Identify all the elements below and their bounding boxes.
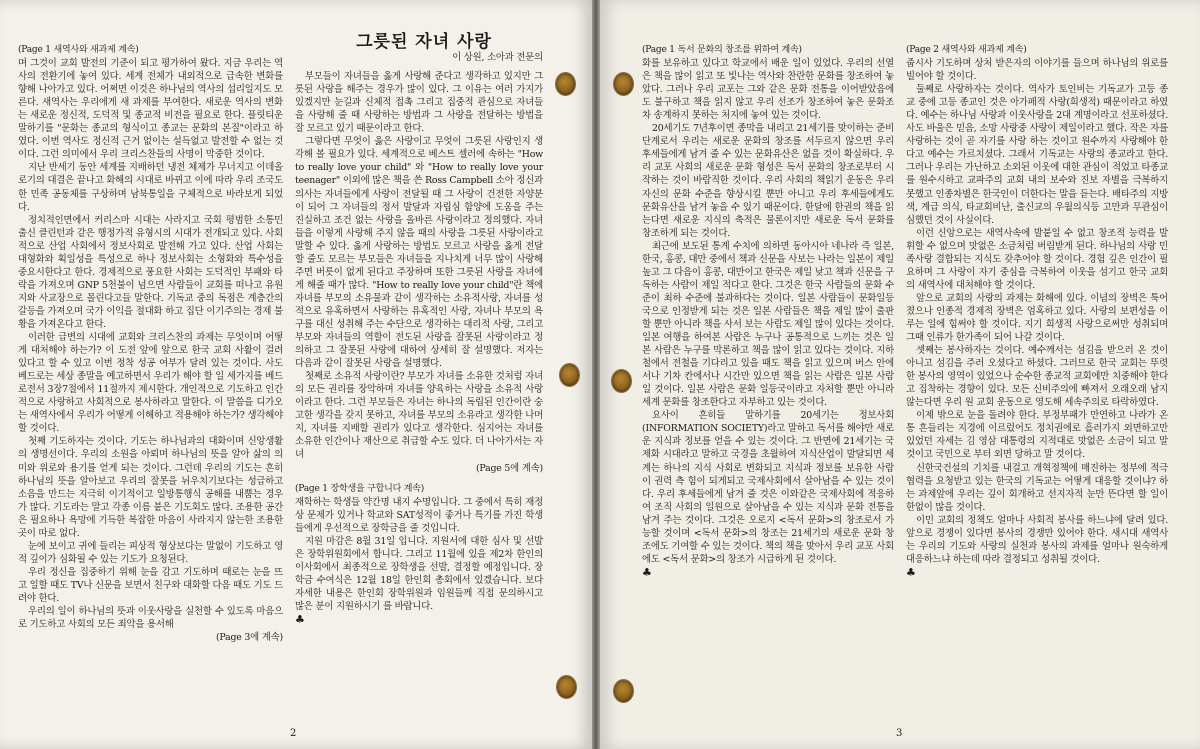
end-mark-icon: ♣ [642, 565, 652, 579]
left-page [0, 0, 592, 749]
paragraph: 최근에 보도된 통계 수치에 의하면 동아시아 네나라 즉 일본, 한국, 홍콩, 대만 중에서 책과 신문을 사보는 나라는 일본이 제일 높고 그 다음이 홍콩, 대만이고 한국은 제일 낮고 책과 신문을 구독하는 사람이 제일 적다고 한다. 그것은 한국 사람들의 문화 수준이 최하 수준에 불과하다는 것이다. 일본 사람들이 문화일등국으로 인정받게 되는 것은 일본 사람들은 책을 제일 많이 출판할 뿐만 아니라 책을 사서 보는 사람도 제일 많이 있다는 것이다. 일본 여행을 하여본 사람은 누구나 공통적으로 느끼는 것은 일본 사람은 누구를 막론하고 책을 많이 읽고 있다는 것이다. 지하철에서 전철을 기다리고 있을 때도 책을 읽고 있으며 버스 안에서나 기차 칸에서나 시간만 있으면 책을 읽는 사람은 일본 사람일 것이다. 일본 사람은 문화 일등국이라고 자처할 뿐만 아니라 세계 문화를 창조한다고 자부하고 있는 것이다. [642, 240, 894, 409]
paragraph: 재학하는 학생들 약간명 내지 수명입니다. 그 중에서 특히 재정상 문제가 있거나 학교와 SAT성적이 좋거나 특기를 가진 학생들에게 우선적으로 장학금을 줄 것입니다. [295, 496, 543, 534]
paragraph: 우리의 일이 하나님의 뜻과 이웃사랑을 실천할 수 있도록 마음으로 기도하고 사회의 모든 죄악을 용서해 [18, 606, 283, 631]
paragraph: 둘째로 사랑하자는 것이다. 역사가 토인비는 기독교가 고등 종교 중에 고등 종교인 것은 아가페적 사랑(희생적) 때문이라고 하였다. 예수는 하나님 사랑과 이웃사랑을 2대 계명이라고 선포하셨다. 사도 바울은 믿음, 소망 사랑중 사랑이 제일이라고 했다. 작은 자를 사랑하는 것이 곧 자기를 사랑 하는 것이고 원수까지 사랑해야 한다고 예수는 가르치셨다. 그래서 기독교는 사랑의 종교라고 한다. 그러나 우리는 가난하고 소외된 이웃에 대한 관심이 적었고 타종교를 원수시하고 교파주의 교회 내의 보수와 진보 자별을 극복하지 못했고 인종차별은 한국인이 더한다는 말을 듣는다. 배타주의 지방색, 계급 의식, 타교회비난, 출신교의 우월의식등 고만과 무관심이 심했던 것이 사실이다. [906, 84, 1168, 226]
article-author: 이 상원, 소아과 전문의 [452, 52, 543, 64]
right-page [600, 0, 1200, 749]
page-number: 3 [896, 728, 903, 739]
article-wrong-love-column [295, 32, 543, 627]
paragraph: 이러한 급변의 시대에 교회와 크리스찬의 과제는 무엇이며 어떻게 대처해야 하는가? 이 도전 앞에 앞으로 한국 교회 사활이 걸려 있다고 할 수 있고 이번 정착 성공 여부가 달려 있는 것이다. 사도 베드로는 세상 종말을 예고하면서 우리가 해야 할 일 세가지를 베드로전서 3장7절에서 11절까지 제시한다. 개인적으로 기도하고 인간적으로 사랑하고 사회적으로 봉사하라고 말한다. 이 말씀을 디가오는 새역사에서 우리가 어떻게 이해하고 적용해야 하는가? 생각해야 할 것이다. [18, 332, 283, 435]
paragraph: 부모들이 자녀들을 옳게 사랑해 준다고 생각하고 있지만 그릇된 사랑을 해주는 경우가 많이 있다. 그 이유는 여러 가지가 있겠지만 눈길과 신체적 접촉 그리고 집중적 관심으로 자녀들을 사랑해 줄 때 사랑하는 방법과 그 사랑을 전달하는 방법을 잘 모르고 있기 때문이라고 한다. [295, 71, 543, 135]
paragraph: 그렇다면 무엇이 옳은 사랑이고 무엇이 그릇된 사랑인지 생각해 볼 필요가 있다. 세계적으로 베스트 셀러에 속하는 "How to really love your child" 와 "How to really love your teenager" 이외에 많은 책을 쓴 Ross Campbell 소아 정신과 의사는 자녀들에게 사랑이 전달될 때 그 사랑이 건전한 자양분이 되어 그 자녀들의 정서 발달과 자립심 함양에 도움을 주는 진실하고 조건 없는 사랑을 올바른 사랑이라고 정의했다. 자녀들을 이렇게 사랑해 주지 않을 때의 사랑을 그릇된 사랑이라고 말할 수 있다. 옳게 사랑하는 방법도 모르고 사랑을 옳게 전달할 줄도 모르는 부모들은 자녀들을 지나치게 너무 많이 사랑해 주면 버릇이 없게 된다고 주장하며 또한 그릇된 사랑을 자녀에게 해줄 때가 많다. "How to really love your child"란 책에 자녀를 부모의 소유물과 같이 생각하는 소유적사랑, 자녀를 성적으로 유혹하면서 사랑하는 유혹적인 사랑, 자녀나 부모의 욕구를 대신 성취해 주는 수단으로 생각하는 대리적 사랑, 그리고 부모와 자녀들의 역할이 전도된 사랑을 잘못된 사랑이라고 정의하고 그 잘못된 사랑에 대하여 상세히 잘 설명했다. 저자는 다음과 같이 잘못된 사랑을 설명했다. [295, 136, 543, 370]
punch-hole [560, 364, 579, 386]
paragraph: 지원 마감은 8월 31일 입니다. 지원서에 대한 심사 및 선발은 장학위원회에서 합니다. 그리고 11월에 있을 제2차 한인의 이사회에서 최종적으로 장학생을 선발, 결정할 예정입니다. 장학금 수여식은 12월 18일 한인회 총회에서 있겠습니다. 보다 자세한 내용은 한인회 장학위원과 임원들께 직접 문의하시고 많은 분이 지원하시기 를 바랍니다. [295, 535, 543, 612]
continuation-tag: (Page 1 새역사와 새과제 계속) [18, 45, 139, 55]
article-title: 그릇된 자녀 사랑 [356, 32, 492, 52]
article-new-history-column [18, 44, 283, 644]
paragraph: 요사이 흔히들 말하기를 20세기는 정보사회(INFORMATION SOCIETY)라고 말하고 독서를 해야만 새로운 지식과 정보를 얻을 수 있는 것이다. 그 반면에 21세기는 국제화 시대라고 말하고 국경을 초월하여 지식산업이 발달되면 세계는 하나의 지식 사회로 변화되고 지식과 정보를 보유한 사람이 권력 측 힘이 되게되고 국제사회에서 살아남을 수 있는 것이다. 우리 후세들에게 남겨 줄 것은 이와같은 국제사회에 적응하여 조직 사회의 일원으로 살아남을 수 있는 지식과 문화 전통을 남겨 주는 것이다. 그것은 오로지 <독서 문화>의 창조로서 가능할 것이며 <독서 문화>의 창조는 21세기의 새로운 문화 창조에도 기여할 수 있는 것이다. 책의 책을 맞아서 우리 교포 사회에도 <독서 문화>의 창조가 시급하게 된 것이다. [642, 410, 894, 565]
paragraph: 셋째는 봉사하자는 것이다. 예수께서는 섬김을 받으러 온 것이 아니고 섬김을 주러 오셨다고 하셨다. 그러므로 한국 교회는 뚜렷한 봉사의 영역이 있었으나 순수한 종교적 교회에만 치중해야 한다고 집착하는 경향이 있다. 모든 신비주의에 빠져서 오래오래 남지 않는다면 우리 원 교회 운동으로 영도해 세속주의로 타락하였다. [906, 345, 1168, 409]
scholarship-tag: (Page 1 장학생을 구합니다 계속) [295, 483, 425, 494]
paragraph: 우리 정신을 집중하기 위해 눈을 감고 기도하며 때로는 눈을 뜨고 일할 때도 TV나 신문을 보면서 친구와 대화할 다음 때도 기도 드려야 한다. [18, 566, 283, 604]
paragraph: 눈에 보이고 귀에 들리는 피상적 형상보다는 말없이 기도하고 영적 깊이가 심화될 수 있는 기도가 요청된다. [18, 540, 283, 565]
punch-hole [614, 73, 633, 95]
article-reading-culture-column [642, 44, 894, 580]
paragraph: 줍시사 기도하며 상처 받은자의 이야기를 들으며 하나님의 위로를 빌어야 할 것이다. [906, 58, 1168, 83]
paragraph: 이제 밖으로 눈을 돌려야 한다. 부정부패가 만연하고 나라가 온통 흔들리는 지경에 이르렀어도 정치권에로 흘러가지 외면하고만 있었던 자세는 김 영삼 대통령의 지적대로 맛없은 소금이 되고 말 것이고 국민으로 부터 외면 당하고 말 것이다. [906, 410, 1168, 461]
paragraph: 첫째로 소유적 사랑이란? 부모가 자녀를 소유한 것처럼 자녀의 모든 권리를 장악하며 자녀를 양육하는 사랑을 소유적 사랑이라고 한다. 그런 부모들은 자녀는 하나의 독립된 인간이란 숭고한 생각을 갖지 못하고, 자녀를 부모의 소유라고 생각한 나머지, 자녀를 지배할 권리가 있다고 생각한다. 심지어는 자녀를 소유한 인간이나 재산으로 취급할 수도 있다. 더 나아가서는 자녀 [295, 371, 543, 461]
paragraph: 이런 신앙으로는 새역사속에 발붙일 수 없고 창조적 능력을 발휘할 수 없으며 맛없은 소금처럼 버림받게 된다. 하나님의 사랑 민족사랑 결합되는 지식도 갖추어야 할 것이다. 경험 깊은 인간이 필요하며 그 사랑이 자기 중심을 극복하여 이웃을 섬기고 한국 교회의 새역사에 대처해야 할 것이다. [906, 227, 1168, 291]
punch-hole [612, 370, 631, 392]
paragraph: 이민 교회의 정책도 얼마나 사회적 봉사를 하느냐에 달려 있다. 앞으로 경쟁이 있다면 봉사의 경쟁만 있어야 한다. 새시대 새역사는 우리의 기도와 사랑의 실천과 봉사의 과제를 얼마나 원숙하게 대응하느냐 하는데 따라 결정되고 성취될 것이다. [906, 514, 1168, 565]
paragraph: 앞으로 교회의 사랑의 과제는 화해에 있다. 이념의 장벽은 툭어졌으나 인종적 경제적 장벽은 엄혹하고 있다. 사랑의 보편성을 이루는 일에 힘써야 할 것이다. 지기 희생적 사랑으로써만 성취되며 그때 인류가 한가족이 되어 나갈 것이다. [906, 292, 1168, 344]
punch-hole [556, 73, 575, 95]
paragraph: 20세기도 7년후이면 종막을 내리고 21세기를 맞이하는 준비 단계로서 우리는 새로운 문화의 창조를 서두르지 않으면 우리 후세들에게 남겨 줄 수 있는 문화유산은 없을 것이 확실하다. 우리 교포 사회의 새로운 문화 형성은 독서 문화의 창조로부터 시작하는 것이 바람직한 것이다. 우리 사회의 책읽기 운동은 우리 자신의 문화 수준을 향상시킬 뿐만 아니고 우리 후세들에게도 문화유산을 남겨 놓을 수 있기 때문이다. 한달에 한권의 책을 읽는다면 새로운 지식의 축적은 물론이지만 새로운 독서 문화를 창조하게 되는 것이다. [642, 123, 894, 239]
continuation-tag: (Page 2 새역사와 새과제 계속) [906, 45, 1027, 55]
binding-gutter [592, 0, 600, 749]
paragraph: 화를 보유하고 있다고 학교에서 배운 일이 있었다. 우리의 선열은 책을 많이 읽고 또 빛나는 역사와 찬란한 문화를 창조하여 놓았다. 그러나 우리 교포는 그와 같은 문화 전통을 이어받았음에도 불구하고 책을 읽지 않고 우리 선조가 창조하여 놓은 문화조차 송계하지 못하는 처지에 놓여 있는 것이다. [642, 58, 894, 122]
article-new-history-continued-column [906, 44, 1168, 580]
punch-hole [557, 676, 576, 698]
paragraph: 정치적인면에서 커리스마 시대는 사라지고 국회 평범한 소통민출신 클린턴과 같은 행정가적 유형시의 시대가 전개되고 있다. 사회적으로 산업 사회에서 정보사회로 발전해 가고 있다. 산업 사회는 대형화와 획일성을 특성으로 하나 정보사회는 소형화와 특수성을 중요시한다고 한다. 경제적으로 풍요한 사회는 도덕적인 부패와 타락을 가져오며 GNP 5천불이 넘으면 사람들이 교회를 떠나고 유원지와 사교장으로 몰린다고들 말한다. 기독교 중의 독점은 계층간의 갈등을 가져오며 국가 이익을 절대화 하고 집단 이기주의는 경제 불황을 가져온다고 한다. [18, 214, 283, 330]
paragraph: 며 그것이 교회 발전의 기준이 되고 평가하여 왔다. 지금 우리는 역사의 전환기에 놓여 있다. 세계 전체가 내외적으로 급속한 변화를 향해 나아가고 있다. 어쩌면 이것은 하나님의 역사의 섭리일지도 모른다. 새역사는 우리에게 새 과제를 부여한다. 새로운 역사의 변화는 새로운 정신적, 도덕적 및 종교적 비전을 필요로 한다. 플릿티운 말하기를 "문화는 종교의 형식이고 종교는 문화의 본질"이라고 하였다. 이번 역사도 정신적 근거 없이는 설득없고 발전할 수 없는 것이다. 그런 의미에서 우리 크리스찬들의 사명이 막중한 것이다. [18, 58, 283, 161]
continued-note: (Page 5에 계속) [475, 462, 543, 474]
end-mark-icon: ♣ [906, 565, 916, 579]
paragraph: 지난 반세기 동안 세계를 지배하던 냉전 체제가 무너지고 이데올로기의 대결은 끝나고 화해의 시대로 바뀌고 이에 따라 우리 조국도 한 민족 공동체를 구상하며 남북통일을 구체적으로 바라보게 되었다. [18, 162, 283, 213]
paragraph: 첫째 기도하자는 것이다. 기도는 하나님과의 대화이며 신앙생활의 생명선이다. 우리의 소원을 아뢰며 하나님의 뜻을 알아 삶의 의미와 위로와 용기를 얻게 되는 것이다. 그런데 우리의 기도는 흔히 하나님의 뜻을 알아보고 우리의 잘못을 뉘우치기보다는 성급하고 소음을 만드는 지극히 이기적이고 일방통행식 공해를 내뿜는 경우가 많다. 기도라는 말고 각종 이름 붙은 기도회도 많다. 조용한 공간은 필요하나 욕망에 기득한 복잡한 마음이 사라지지 않는한 조용한곳이 따로 없다. [18, 436, 283, 539]
punch-hole [614, 680, 633, 702]
paragraph: 신한국건설의 기치를 내걸고 개혁정책에 매진하는 정부에 적극협력을 요청받고 있는 한국의 기독교는 어떻게 대응할 것이냐? 하는 과제앞에 우리는 깊이 회개하고 선지자적 눈만 뜬다면 할 일이 한없이 많을 것이다. [906, 462, 1168, 513]
continuation-tag: (Page 1 독서 문화의 창조를 위하여 계속) [642, 45, 802, 55]
page-number: 2 [290, 728, 297, 739]
end-mark-icon: ♣ [295, 613, 305, 627]
continued-note: (Page 3에 계속) [215, 632, 283, 644]
